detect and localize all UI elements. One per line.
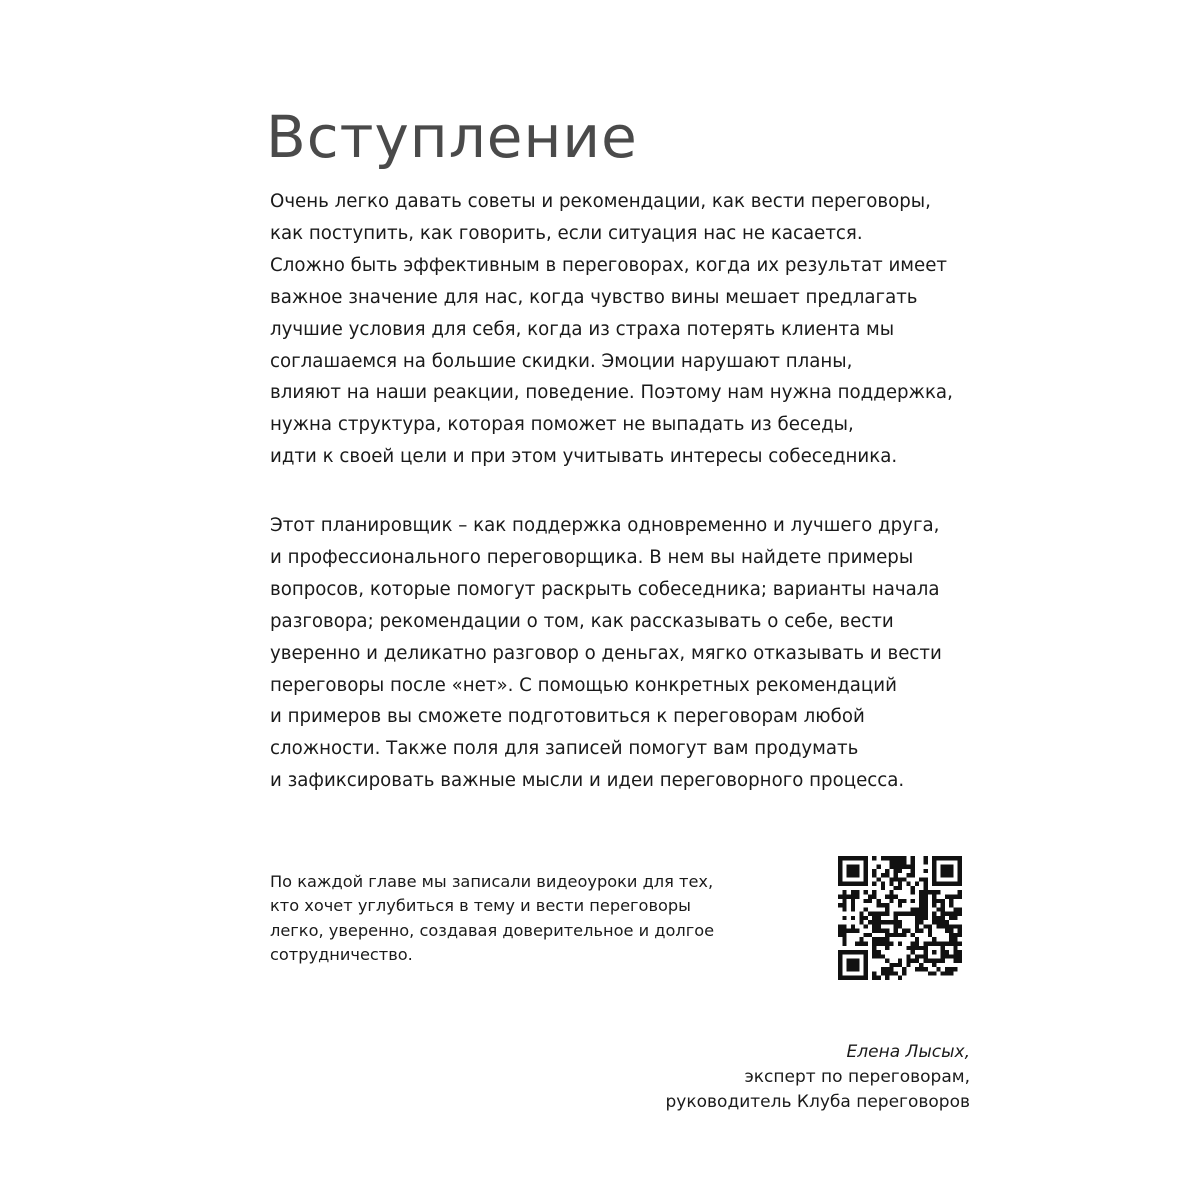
paragraph-line: лучшие условия для себя, когда из страха потерять клиента мы xyxy=(270,318,895,340)
note-line: По каждой главе мы записали видеоуроки для тех, xyxy=(270,872,714,891)
author-role: эксперт по переговорам, xyxy=(744,1067,970,1087)
paragraph-line: влияют на наши реакции, поведение. Поэтому нам нужна поддержка, xyxy=(270,382,953,404)
paragraph-line: сложности. Также поля для записей помогут вам продумать xyxy=(270,738,859,760)
paragraph-line: переговоры после «нет». С помощью конкретных рекомендаций xyxy=(270,674,897,696)
paragraph-line: и зафиксировать важные мысли и идеи переговорного процесса. xyxy=(270,770,905,792)
signature-block xyxy=(666,1040,970,1115)
paragraph-line: идти к своей цели и при этом учитывать интересы собеседника. xyxy=(270,446,898,468)
paragraph-line: как поступить, как говорить, если ситуация нас не касается. xyxy=(270,222,863,244)
note-line: сотрудничество. xyxy=(270,945,413,965)
author-name: Елена Лысых, xyxy=(846,1042,970,1062)
paragraph-line: Этот планировщик – как поддержка одновременно и лучшего друга, xyxy=(270,515,940,536)
author-role: руководитель Клуба переговоров xyxy=(665,1092,970,1112)
intro-paragraph-2 xyxy=(270,510,990,797)
paragraph-line: вопросов, которые помогут раскрыть собеседника; варианты начала xyxy=(270,578,940,600)
paragraph-line: и профессионального переговорщика. В нем вы найдете примеры xyxy=(270,546,914,568)
paragraph-line: Сложно быть эффективным в переговорах, когда их результат имеет xyxy=(270,254,947,276)
paragraph-line: и примеров вы сможете подготовиться к переговорам любой xyxy=(270,706,865,728)
page-title: Вступление xyxy=(266,102,638,171)
video-lessons-note xyxy=(270,870,790,968)
paragraph-line: уверенно и деликатно разговор о деньгах, мягко отказывать и вести xyxy=(270,642,942,664)
note-line: легко, уверенно, создавая доверительное и долгое xyxy=(270,920,715,940)
paragraph-line: разговора; рекомендации о том, как рассказывать о себе, вести xyxy=(270,610,894,632)
paragraph-line: нужна структура, которая поможет не выпадать из беседы, xyxy=(270,414,854,436)
qr-code-icon[interactable] xyxy=(834,856,966,980)
paragraph-line: важное значение для нас, когда чувство вины мешает предлагать xyxy=(270,286,918,308)
paragraph-line: соглашаемся на большие скидки. Эмоции нарушают планы, xyxy=(270,350,853,372)
paragraph-line: Очень легко давать советы и рекомендации, как вести переговоры, xyxy=(270,191,931,212)
note-line: кто хочет углубиться в тему и вести переговоры xyxy=(270,896,691,916)
intro-paragraph-1 xyxy=(270,186,990,473)
